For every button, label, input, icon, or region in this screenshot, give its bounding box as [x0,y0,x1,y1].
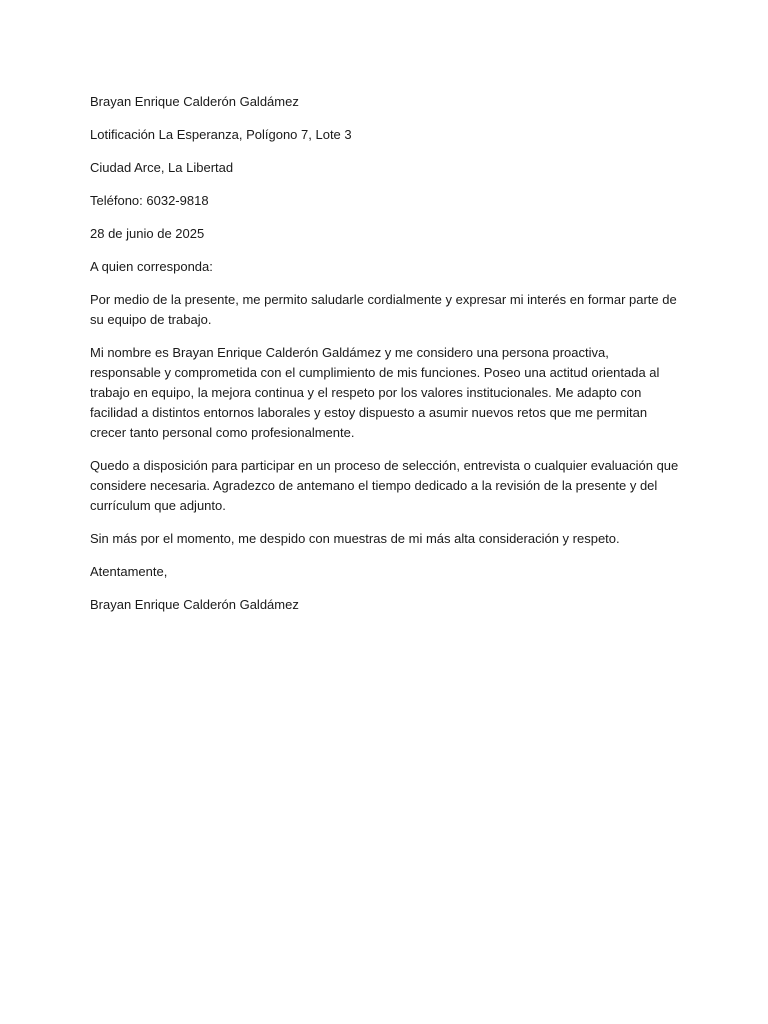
signature-name: Brayan Enrique Calderón Galdámez [90,597,299,612]
salutation: A quien corresponda: [90,259,213,274]
body-paragraph-2: Mi nombre es Brayan Enrique Calderón Galdámez y me considero una persona proactiva, responsable y comprometida con el cumplimiento de mis funciones. Poseo una actitud orientada al trabajo en equipo, la mejora continua y el respeto por los valores institucionales. Me adapto con facilidad a distintos entornos laborales y estoy dispuesto a asumir nuevos retos que me permitan crecer tanto personal como profesionalmente. [90,345,660,440]
body-paragraph-1: Por medio de la presente, me permito saludarle cordialmente y expresar mi interés en formar parte de su equipo de trabajo. [90,292,677,327]
sender-address-line1: Lotificación La Esperanza, Polígono 7, Lote 3 [90,127,352,142]
cover-letter [90,92,680,628]
sender-phone: Teléfono: 6032-9818 [90,193,209,208]
sender-name: Brayan Enrique Calderón Galdámez [90,94,299,109]
body-paragraph-4: Sin más por el momento, me despido con muestras de mi más alta consideración y respeto. [90,531,620,546]
sender-address-line2: Ciudad Arce, La Libertad [90,160,234,175]
closing: Atentamente, [90,564,168,579]
letter-date: 28 de junio de 2025 [90,226,205,241]
body-paragraph-3: Quedo a disposición para participar en un proceso de selección, entrevista o cualquier evaluación que considere necesaria. Agradezco de antemano el tiempo dedicado a la revisión de la presente y del currículum que adjunto. [90,458,679,513]
